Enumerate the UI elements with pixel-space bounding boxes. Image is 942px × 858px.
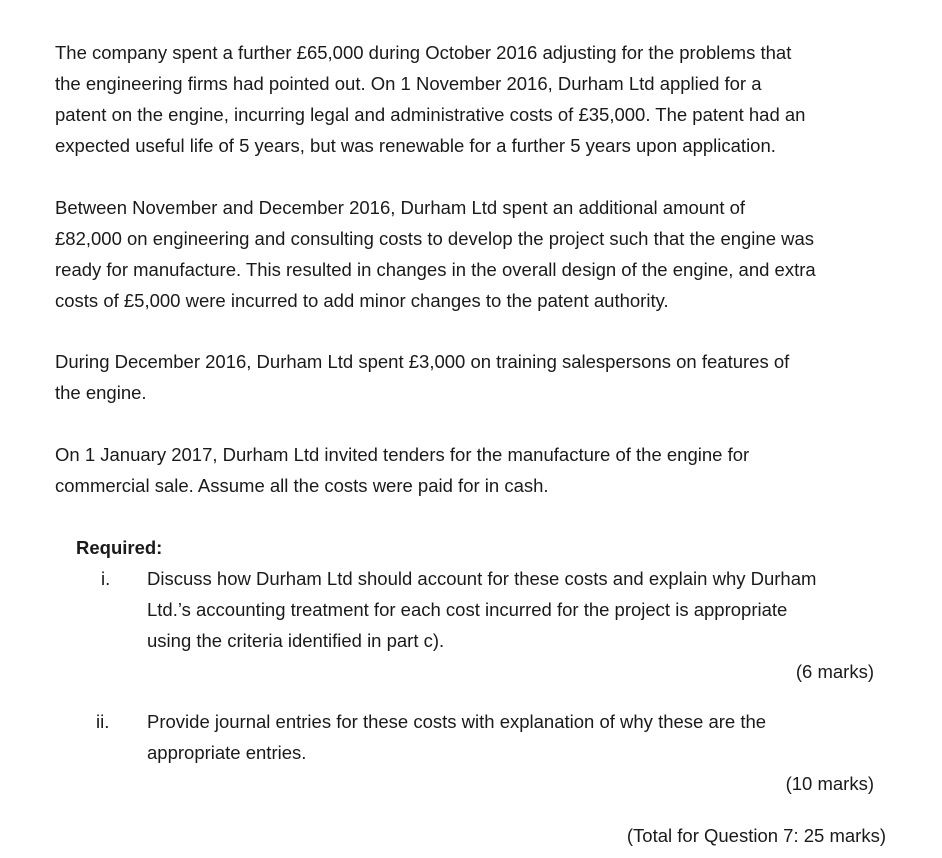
text-line: £82,000 on engineering and consulting costs to develop the project such that the engine was — [55, 228, 815, 249]
text-line: Between November and December 2016, Durham Ltd spent an additional amount of — [55, 197, 746, 218]
text-line: Ltd.’s accounting treatment for each cost incurred for the project is appropriate — [147, 599, 788, 620]
required-item-journal — [147, 706, 907, 768]
item-number: ii. — [96, 711, 110, 732]
text-line: appropriate entries. — [147, 742, 307, 763]
paragraph-nov-dec-costs — [55, 192, 905, 316]
total-marks-label: (Total for Question 7: 25 marks) — [626, 825, 886, 846]
text-line: costs of £5,000 were incurred to add minor changes to the patent authority. — [55, 290, 669, 311]
text-line: patent on the engine, incurring legal and administrative costs of £35,000. The patent had an — [55, 104, 806, 125]
text-line: During December 2016, Durham Ltd spent £3,000 on training salespersons on features of — [55, 351, 790, 372]
item-number: i. — [101, 568, 111, 589]
marks-label: (6 marks) — [795, 661, 874, 682]
text-line: commercial sale. Assume all the costs were paid for in cash. — [55, 475, 549, 496]
text-line: The company spent a further £65,000 during October 2016 adjusting for the problems that — [55, 42, 792, 63]
text-line: ready for manufacture. This resulted in changes in the overall design of the engine, and extra — [55, 259, 816, 280]
text-line: the engineering firms had pointed out. On 1 November 2016, Durham Ltd applied for a — [55, 73, 762, 94]
text-line: On 1 January 2017, Durham Ltd invited tenders for the manufacture of the engine for — [55, 444, 750, 465]
text-line: the engine. — [55, 382, 147, 403]
paragraph-training-costs — [55, 346, 905, 408]
text-line: Discuss how Durham Ltd should account for these costs and explain why Durham — [147, 568, 817, 589]
text-line: expected useful life of 5 years, but was renewable for a further 5 years upon application. — [55, 135, 776, 156]
marks-label: (10 marks) — [785, 773, 874, 794]
required-heading: Required: — [76, 537, 163, 558]
text-line: Provide journal entries for these costs with explanation of why these are the — [147, 711, 767, 732]
required-item-discuss — [147, 563, 907, 656]
paragraph-october-costs — [55, 37, 905, 161]
text-line: using the criteria identified in part c). — [147, 630, 445, 651]
paragraph-tenders — [55, 439, 905, 501]
